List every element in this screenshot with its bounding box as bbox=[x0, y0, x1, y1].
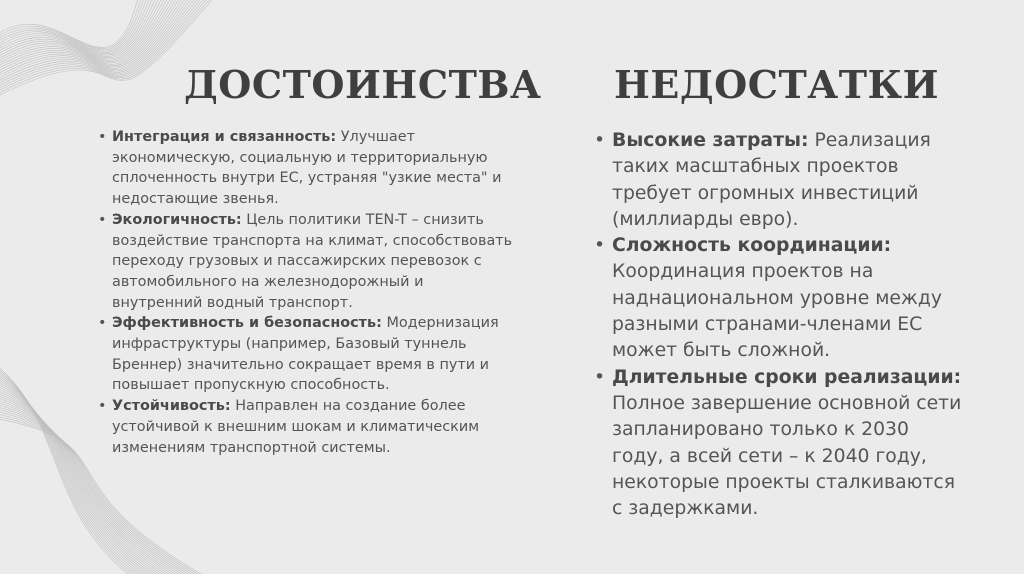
disadvantage-item bbox=[594, 365, 964, 523]
advantage-term: Интеграция и связанность: bbox=[112, 129, 337, 145]
disadvantage-term: Сложность координации: bbox=[612, 235, 892, 257]
disadvantage-text: Полное завершение основной сети запланировано только к 2030 году, а всей сети – к 2040 году, некоторые проекты сталкиваются с задержками. bbox=[612, 392, 962, 520]
advantages-heading: ДОСТОИНСТВА bbox=[184, 62, 542, 107]
advantage-item bbox=[98, 210, 518, 314]
advantage-term: Экологичность: bbox=[112, 211, 242, 228]
advantage-text: Направлен на создание более устойчивой к внешним шокам и климатическим изменениям транспортной системы. bbox=[112, 398, 480, 456]
disadvantage-term: Длительные сроки реализации: bbox=[612, 366, 962, 388]
advantages-list bbox=[98, 127, 518, 458]
disadvantage-term: Высокие затраты: bbox=[612, 130, 809, 151]
disadvantages-list bbox=[594, 128, 964, 522]
disadvantage-text: Реализация таких масштабных проектов требует огромных инвестиций (миллиарды евро). bbox=[612, 130, 931, 230]
disadvantages-heading: НЕДОСТАТКИ bbox=[614, 62, 939, 107]
advantage-text: Модернизация инфраструктуры (например, Базовый туннель Бреннер) значительно сокращает время в пути и повышает пропускную способность. bbox=[112, 315, 499, 394]
advantage-item bbox=[98, 313, 518, 396]
advantage-text: Цель политики TEN-T – снизить воздействие транспорта на климат, способствовать переходу грузовых и пассажирских перевозок с автомобильного на железнодорожный и внутренний водный транспорт. bbox=[112, 211, 513, 311]
disadvantage-text: Координация проектов на наднациональном уровне между разными странами-членами ЕС может быть сложной. bbox=[612, 261, 942, 362]
disadvantage-item bbox=[594, 128, 964, 233]
advantage-text: Улучшает экономическую, социальную и территориальную сплоченность внутри ЕС, устраняя "узкие места" и недостающие звенья. bbox=[112, 129, 502, 208]
advantage-item bbox=[98, 396, 518, 458]
advantage-item bbox=[98, 127, 518, 210]
advantage-term: Эффективность и безопасность: bbox=[112, 315, 382, 332]
disadvantage-item bbox=[594, 233, 964, 364]
advantage-term: Устойчивость: bbox=[112, 398, 231, 415]
